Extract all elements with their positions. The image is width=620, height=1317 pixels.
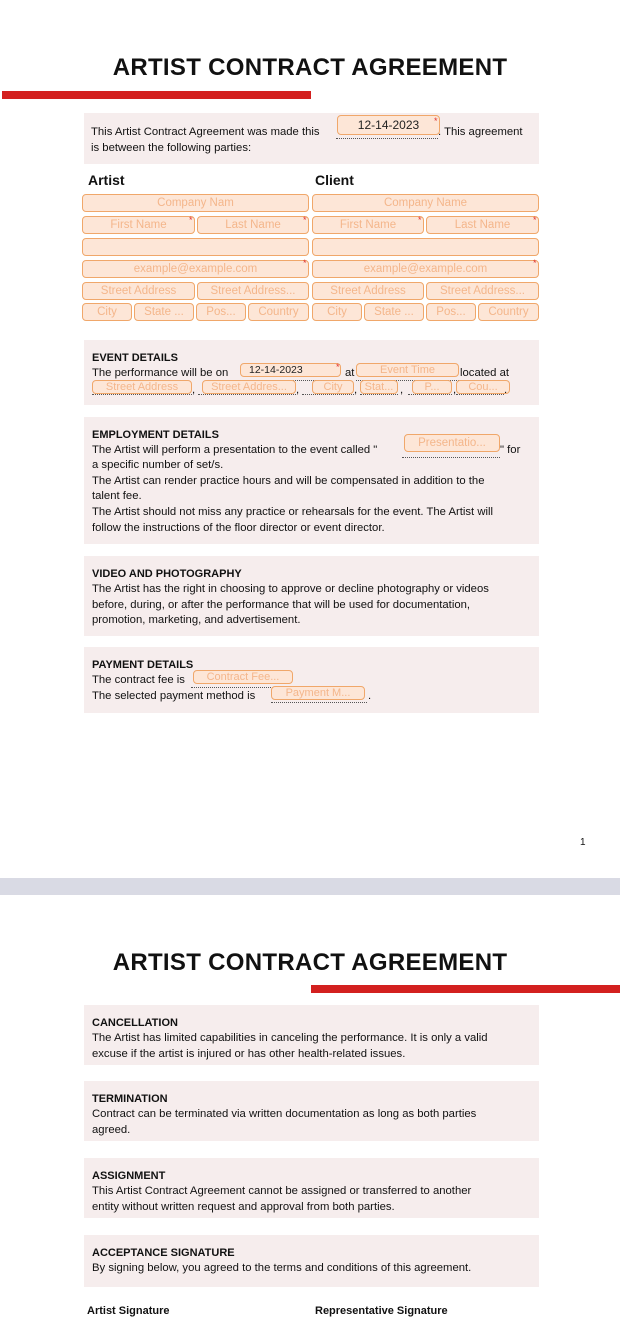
employment-line5: The Artist should not miss any practice or rehearsals for the event. The Artist will (92, 506, 494, 518)
required-marker: * (434, 116, 438, 126)
required-marker: * (533, 258, 537, 268)
comma: , (192, 384, 196, 396)
client-heading: Client (315, 172, 354, 188)
event-details-section (84, 340, 539, 405)
representative-signature-label: Representative Signature (315, 1305, 448, 1317)
artist-street2-field[interactable]: Street Address... (197, 282, 309, 300)
video-line1: The Artist has the right in choosing to approve or decline photography or videos (92, 583, 489, 595)
event-street-underline (92, 394, 192, 395)
required-marker: * (533, 215, 537, 225)
comma: , (400, 384, 404, 396)
artist-state-field[interactable]: State ... (134, 303, 194, 321)
artist-company-field[interactable]: Company Nam (82, 194, 309, 212)
document-title: ARTIST CONTRACT AGREEMENT (112, 949, 508, 976)
intro-text-after: . This agreement (438, 126, 523, 138)
artist-street-field[interactable]: Street Address (82, 282, 195, 300)
assignment-line1: This Artist Contract Agreement cannot be assigned or transferred to another (92, 1185, 472, 1197)
document-title: ARTIST CONTRACT AGREEMENT (112, 54, 508, 81)
agreement-date-field[interactable]: 12-14-2023 (337, 115, 440, 135)
payment-method-text: The selected payment method is (92, 690, 256, 702)
employment-line4: talent fee. (92, 490, 142, 502)
client-street-field[interactable]: Street Address (312, 282, 424, 300)
artist-email-field[interactable]: example@example.com (82, 260, 309, 278)
client-first-name-field[interactable]: First Name (312, 216, 424, 234)
termination-line1: Contract can be terminated via written documentation as long as both parties (92, 1108, 477, 1120)
event-text-located: located at (460, 367, 509, 379)
assignment-section (84, 1158, 539, 1218)
client-last-name-field[interactable]: Last Name (426, 216, 539, 234)
payment-fee-text: The contract fee is (92, 674, 185, 686)
video-line2: before, during, or after the performance that will be used for documentation, (92, 599, 471, 611)
cancellation-line2: excuse if the artist is injured or has other health-related issues. (92, 1048, 406, 1060)
cancellation-heading: CANCELLATION (92, 1017, 178, 1029)
event-street-field[interactable]: Street Address (92, 380, 192, 394)
event-date-field[interactable]: 12-14-2023 (240, 363, 341, 377)
assignment-heading: ASSIGNMENT (92, 1170, 166, 1182)
artist-city-field[interactable]: City (82, 303, 132, 321)
event-postal-field[interactable]: P... (412, 380, 452, 394)
termination-heading: TERMINATION (92, 1093, 168, 1105)
comma: , (453, 384, 457, 396)
event-details-heading: EVENT DETAILS (92, 352, 178, 364)
required-marker: * (303, 215, 307, 225)
period: . (368, 690, 372, 702)
required-marker: * (336, 362, 340, 372)
video-photography-section (84, 556, 539, 636)
event-state-field[interactable]: Stat... (360, 380, 398, 394)
payment-details-section (84, 647, 539, 713)
comma: , (296, 384, 300, 396)
contract-fee-field[interactable]: Contract Fee... (193, 670, 293, 684)
event-text-at: at (345, 367, 355, 379)
document-page-2 (0, 895, 620, 1316)
page-separator (0, 878, 620, 895)
required-marker: * (189, 215, 193, 225)
payment-method-underline (271, 702, 367, 703)
artist-country-field[interactable]: Country (248, 303, 309, 321)
acceptance-line1: By signing below, you agreed to the terms and conditions of this agreement. (92, 1262, 472, 1274)
employment-details-section (84, 417, 539, 544)
intro-text-before: This Artist Contract Agreement was made this (91, 126, 320, 138)
page-number: 1 (580, 837, 586, 848)
client-street2-field[interactable]: Street Address... (426, 282, 539, 300)
employment-line3: The Artist can render practice hours and will be compensated in addition to the (92, 475, 485, 487)
artist-postal-field[interactable]: Pos... (196, 303, 246, 321)
client-phone-field[interactable] (312, 238, 539, 256)
comma: , (354, 384, 358, 396)
required-marker: * (418, 215, 422, 225)
title-accent-bar (2, 91, 311, 99)
event-postal-underline (408, 394, 452, 395)
required-marker: * (303, 258, 307, 268)
client-company-field[interactable]: Company Name (312, 194, 539, 212)
payment-details-heading: PAYMENT DETAILS (92, 659, 194, 671)
artist-phone-field[interactable] (82, 238, 309, 256)
termination-section (84, 1081, 539, 1141)
artist-first-name-field[interactable]: First Name (82, 216, 195, 234)
client-postal-field[interactable]: Pos... (426, 303, 476, 321)
video-line3: promotion, marketing, and advertisement. (92, 614, 301, 626)
employment-line2: a specific number of set/s. (92, 459, 224, 471)
artist-signature-label: Artist Signature (87, 1305, 170, 1317)
employment-line6: follow the instructions of the floor director or event director. (92, 522, 385, 534)
video-photography-heading: VIDEO AND PHOTOGRAPHY (92, 568, 242, 580)
period: . (504, 384, 508, 396)
intro-section (84, 113, 539, 164)
intro-date-underline (336, 138, 438, 139)
payment-method-field[interactable]: Payment M... (271, 686, 365, 700)
employment-line1-before: The Artist will perform a presentation to the event called " (92, 444, 378, 456)
event-country-underline (456, 394, 504, 395)
cancellation-line1: The Artist has limited capabilities in canceling the performance. It is only a valid (92, 1032, 488, 1044)
termination-line2: agreed. (92, 1124, 131, 1136)
client-state-field[interactable]: State ... (364, 303, 424, 321)
employment-line1-after: " for (500, 444, 521, 456)
artist-heading: Artist (88, 172, 125, 188)
client-email-field[interactable]: example@example.com (312, 260, 539, 278)
artist-last-name-field[interactable]: Last Name (197, 216, 309, 234)
event-country-field[interactable]: Cou... (456, 380, 510, 394)
assignment-line2: entity without written request and approval from both parties. (92, 1201, 395, 1213)
event-time-field[interactable]: Event Time (356, 363, 459, 377)
intro-text-line2: is between the following parties: (91, 142, 252, 154)
acceptance-heading: ACCEPTANCE SIGNATURE (92, 1247, 235, 1259)
presentation-field[interactable]: Presentatio... (404, 434, 500, 452)
event-city-field[interactable]: City (312, 380, 354, 394)
title-accent-bar (311, 985, 620, 993)
employment-details-heading: EMPLOYMENT DETAILS (92, 429, 219, 441)
event-street2-field[interactable]: Street Addres... (202, 380, 296, 394)
presentation-underline (402, 457, 500, 458)
event-text-before: The performance will be on (92, 367, 229, 379)
cancellation-section (84, 1005, 539, 1065)
event-street2-underline (198, 394, 296, 395)
event-state-underline (360, 394, 398, 395)
acceptance-signature-section (84, 1235, 539, 1287)
client-country-field[interactable]: Country (478, 303, 539, 321)
client-city-field[interactable]: City (312, 303, 362, 321)
event-city-underline (302, 394, 354, 395)
